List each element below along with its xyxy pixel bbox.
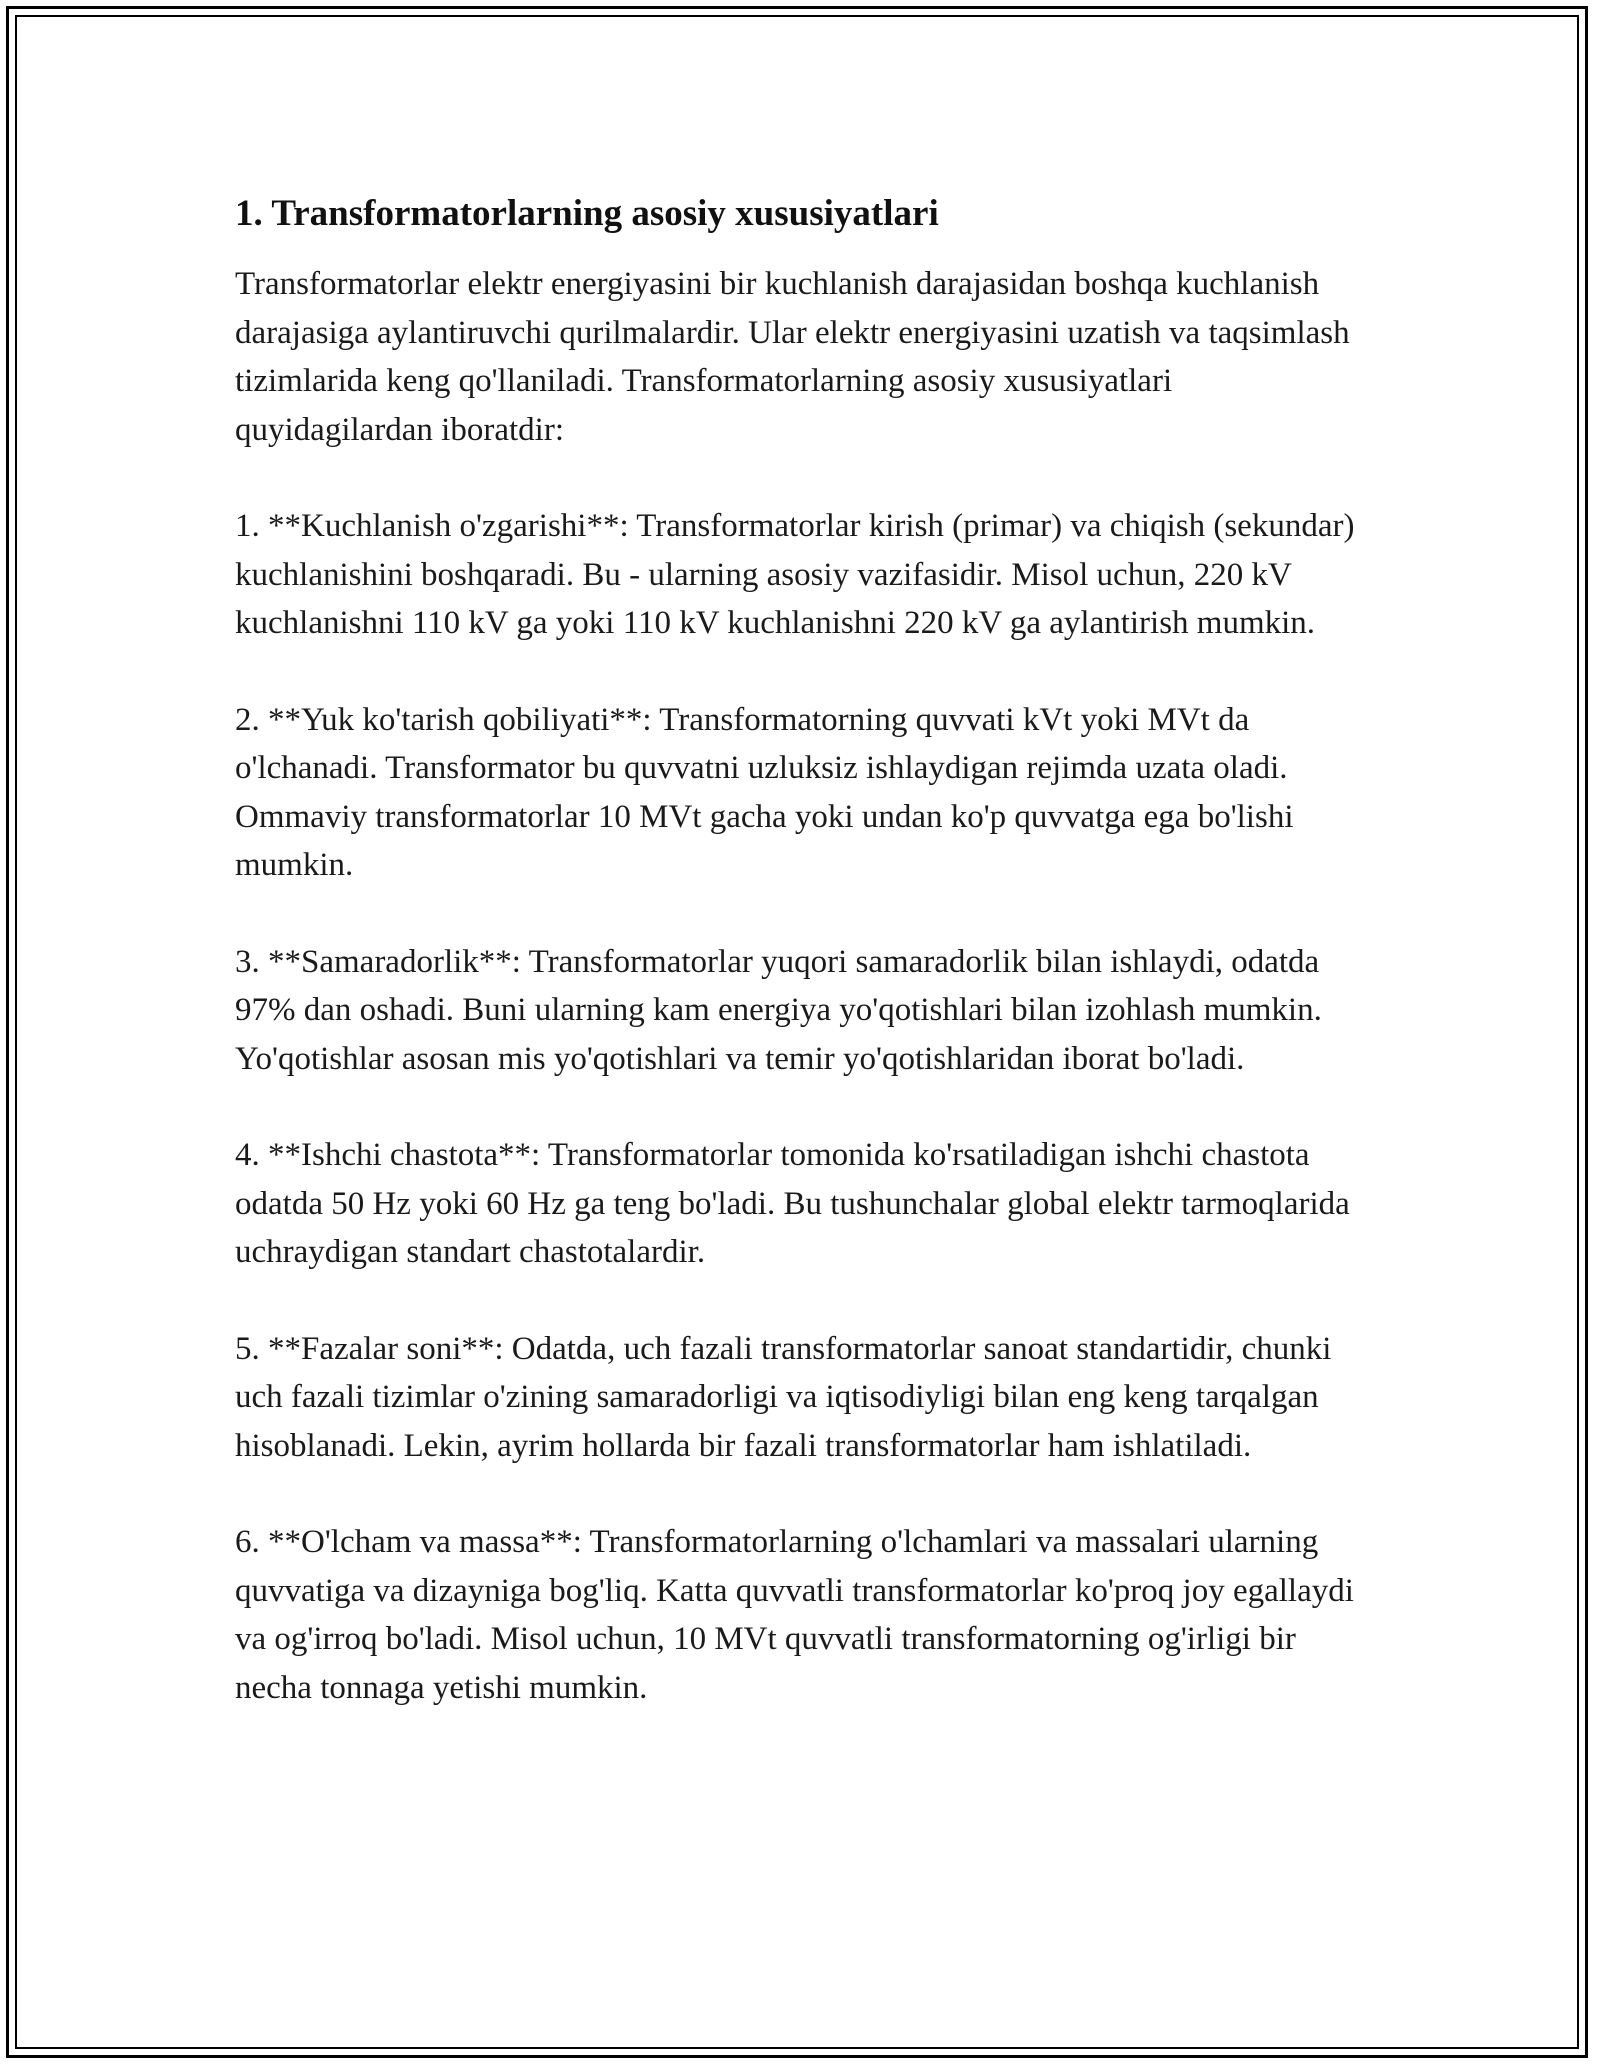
document-title: 1. Transformatorlarning asosiy xususiyatlari (235, 193, 939, 234)
document-body (235, 188, 1370, 1760)
item-operating-frequency: 4. **Ishchi chastota**: Transformatorlar tomonida ko'rsatiladigan ishchi chastota odatda 50 Hz yoki 60 Hz ga teng bo'ladi. Bu tushunchalar global elektr tarmoqlarida uchraydigan standart chastotalardir. (235, 1137, 1350, 1270)
item-phase-count: 5. **Fazalar soni**: Odatda, uch fazali transformatorlar sanoat standartidir, chunki uch fazali tizimlar o'zining samaradorligi va iqtisodiyligi bilan eng keng tarqalgan hisoblanadi. Lekin, ayrim hollarda bir fazali transformatorlar ham ishlatiladi. (235, 1330, 1332, 1464)
item-load-capacity: 2. **Yuk ko'tarish qobiliyati**: Transformatorning quvvati kVt yoki MVt da o'lchanadi. Transformator bu quvvatni uzluksiz ishlaydigan rejimda uzata oladi. Ommaviy transformatorlar 10 MVt gacha yoki undan ko'p quvvatga ega bo'lishi mumkin. (235, 701, 1294, 883)
item-size-and-mass: 6. **O'lcham va massa**: Transformatorlarning o'lchamlari va massalari ularning quvvatiga va dizayniga bog'liq. Katta quvvatli transformatorlar ko'proq joy egallaydi va og'irroq bo'ladi. Misol uchun, 10 MVt quvvatli transformatorning og'irligi bir necha tonnaga yetishi mumkin. (235, 1524, 1354, 1706)
intro-paragraph: Transformatorlar elektr energiyasini bir kuchlanish darajasidan boshqa kuchlanish darajasiga aylantiruvchi qurilmalardir. Ular elektr energiyasini uzatish va taqsimlash tizimlarida keng qo'llaniladi. Transformatorlarning asosiy xususiyatlari quyidagilardan iboratdir: (235, 266, 1350, 448)
item-efficiency: 3. **Samaradorlik**: Transformatorlar yuqori samaradorlik bilan ishlaydi, odatda 97% dan oshadi. Buni ularning kam energiya yo'qotishlari bilan izohlash mumkin. Yo'qotishlar asosan mis yo'qotishlari va temir yo'qotishlaridan iborat bo'ladi. (235, 943, 1322, 1077)
item-voltage-change: 1. **Kuchlanish o'zgarishi**: Transformatorlar kirish (primar) va chiqish (sekundar) kuchlanishini boshqaradi. Bu - ularning asosiy vazifasidir. Misol uchun, 220 kV kuchlanishni 110 kV ga yoki 110 kV kuchlanishni 220 kV ga aylantirish mumkin. (235, 508, 1355, 641)
